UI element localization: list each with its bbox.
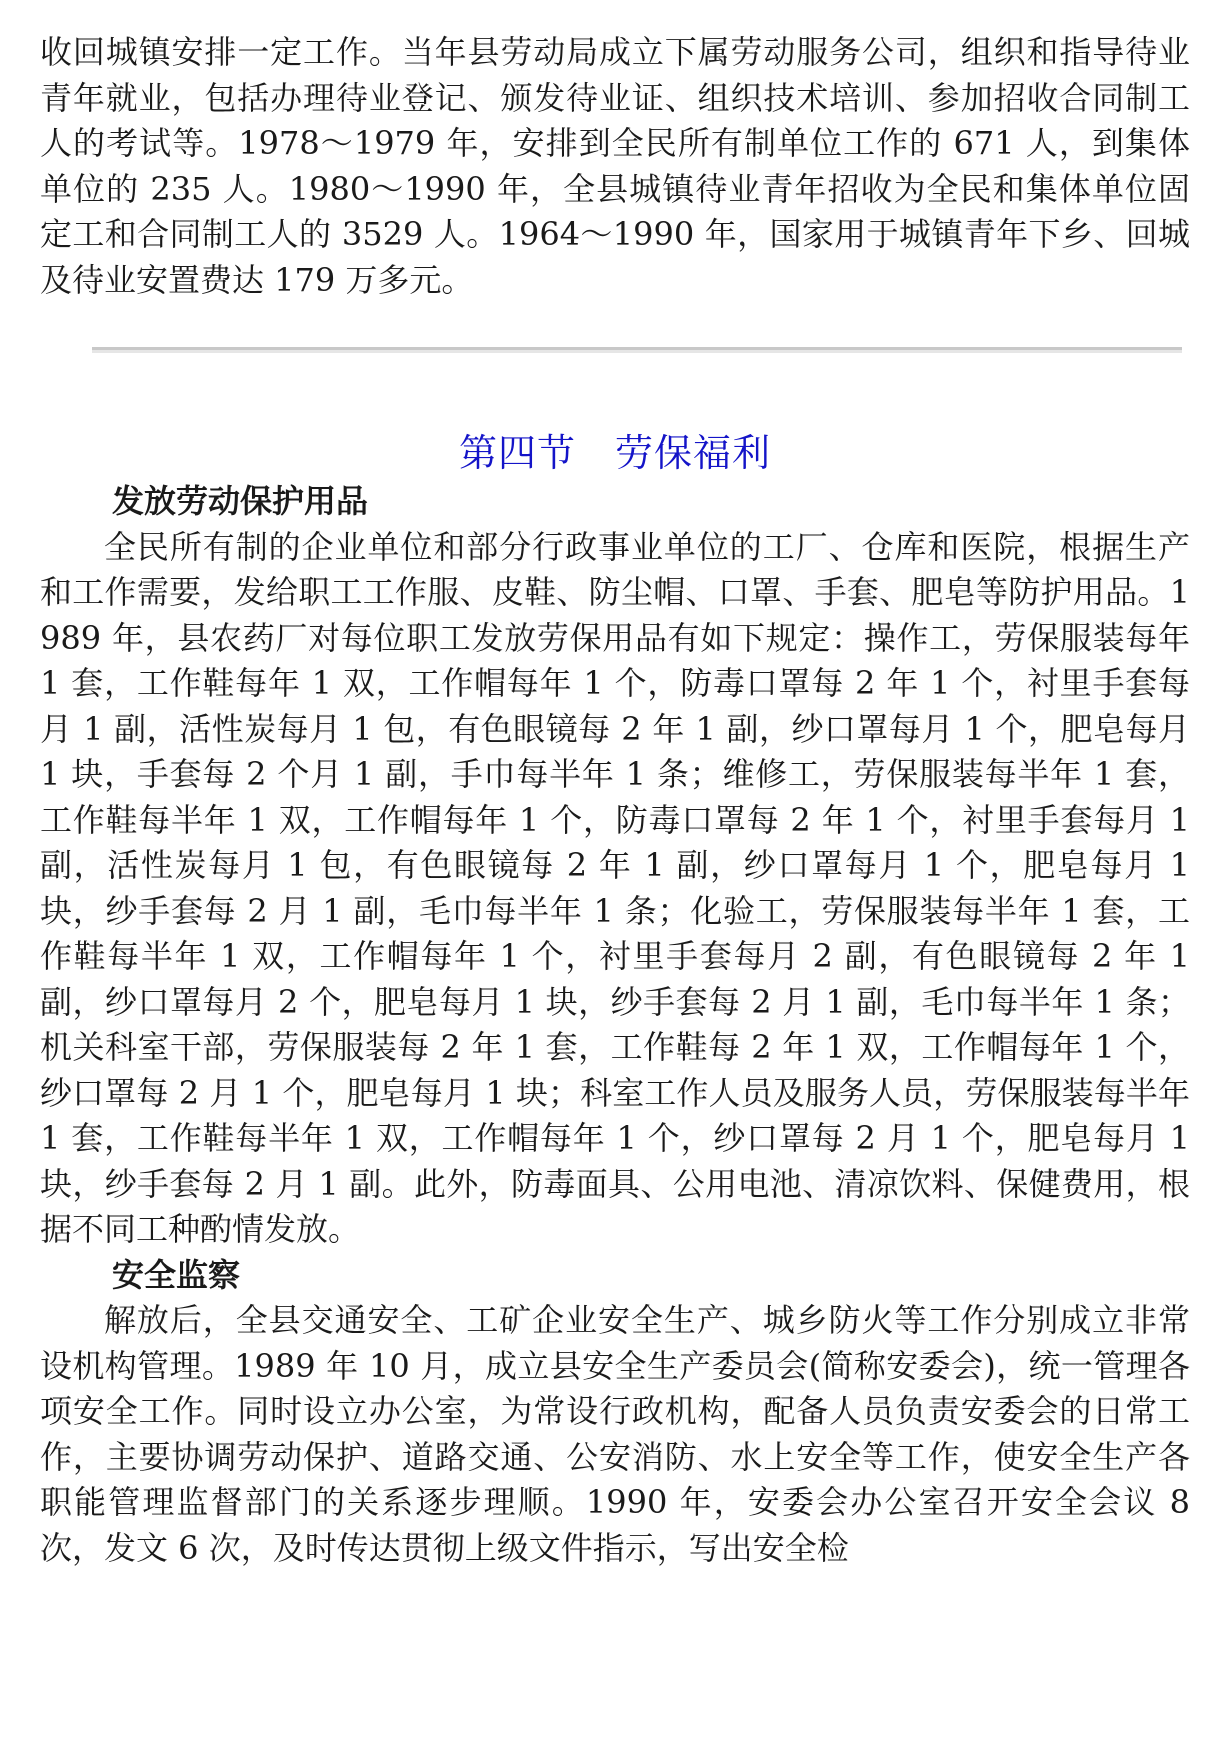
subsection-body-protective-equipment: 全民所有制的企业单位和部分行政事业单位的工厂、仓库和医院，根据生产和工作需要，发给职工工作服、皮鞋、防尘帽、口罩、手套、肥皂等防护用品。1989 年，县农药厂对每位职工发放劳保用品有如下规定：操作工，劳保服装每年 1 套，工作鞋每年 1 双，工作帽每年 1 个，防毒口罩每 2 年 1 个，衬里手套每月 1 副，活性炭每月 1 包，有色眼镜每 2 年 1 副，纱口罩每月 1 个，肥皂每月 1 块，手套每 2 个月 1 副，手巾每半年 1 条；维修工，劳保服装每半年 1 套，工作鞋每半年 1 双，工作帽每年 1 个，防毒口罩每 2 年 1 个，衬里手套每月 1 副，活性炭每月 1 包，有色眼镜每 2 年 1 副，纱口罩每月 1 个，肥皂每月 1 块，纱手套每 2 月 1 副，毛巾每半年 1 条；化验工，劳保服装每半年 1 套，工作鞋每半年 1 双，工作帽每年 1 个，衬里手套每月 2 副，有色眼镜每 2 年 1 副，纱口罩每月 2 个，肥皂每月 1 块，纱手套每 2 月 1 副，毛巾每半年 1 条；机关科室干部，劳保服装每 2 年 1 套，工作鞋每 2 年 1 双，工作帽每年 1 个，纱口罩每 2 月 1 个，肥皂每月 1 块；科室工作人员及服务人员，劳保服装每半年 1 套，工作鞋每半年 1 双，工作帽每年 1 个，纱口罩每 2 月 1 个，肥皂每月 1 块，纱手套每 2 月 1 副。此外，防毒面具、公用电池、清凉饮料、保健费用，根据不同工种酌情发放。 xyxy=(40,527,1190,1248)
section-divider xyxy=(92,347,1182,353)
subsection-heading-protective-equipment: 发放劳动保护用品 xyxy=(112,482,369,520)
subsection-body-safety-supervision: 解放后，全县交通安全、工矿企业安全生产、城乡防火等工作分别成立非常设机构管理。1989 年 10 月，成立县安全生产委员会(简称安委会)，统一管理各项安全工作。同时设立办公室，为常设行政机构，配备人员负责安委会的日常工作，主要协调劳动保护、道路交通、公安消防、水上安全等工作，使安全生产各职能管理监督部门的关系逐步理顺。1990 年，安委会办公室召开安全会议 8 次，发文 6 次，及时传达贯彻上级文件指示，写出安全检 xyxy=(40,1301,1190,1567)
continued-paragraph: 收回城镇安排一定工作。当年县劳动局成立下属劳动服务公司，组织和指导待业青年就业，包括办理待业登记、颁发待业证、组织技术培训、参加招收合同制工人的考试等。1978～1979 年，安排到全民所有制单位工作的 671 人，到集体单位的 235 人。1980～1990 年，全县城镇待业青年招收为全民和集体单位固定工和合同制工人的 3529 人。1964～1990 年，国家用于城镇青年下乡、回城及待业安置费达 179 万多元。 xyxy=(40,33,1190,299)
document-page xyxy=(40,30,1190,1571)
section-title: 第四节 劳保福利 xyxy=(458,431,771,475)
subsection-heading-safety-supervision: 安全监察 xyxy=(112,1255,241,1294)
